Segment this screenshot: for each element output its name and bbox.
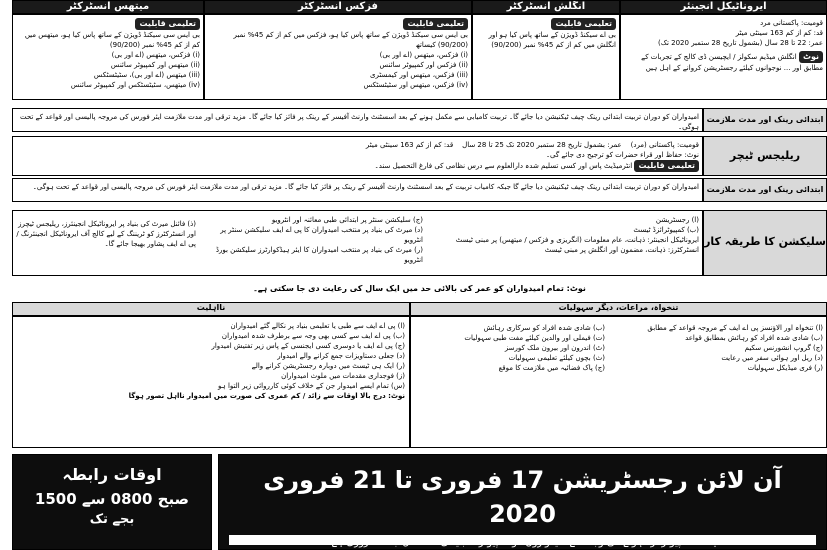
selection-step: ایروناٹیکل انجینئر: ذہانت، عام معلومات (انگریزی و فزکس / میتھس) پر مبنی ٹیسٹ	[455, 236, 699, 244]
benefit-item: (د) ریل اور ہوائی سفر میں رعایت	[721, 354, 823, 362]
selection-step: (ذ) فائنل میرٹ کی بنیاد پر ایروناٹیکل انجینئرز، ریلیجس ٹیچرز اور انسٹرکٹرز کو ٹریننگ کے لیے کالج آف ایروناٹیکل انجینئرنگ / پی اے ایف پشاور بھیجا جائے گا۔	[16, 220, 196, 248]
ineligible-item: (ب) پی اے ایف سے کسی بھی وجہ سے برطرف شدہ امیدواران	[221, 332, 405, 340]
rel-note-label: نوٹ:	[684, 151, 699, 159]
age-value: 22 تا 28 سال (بشمول تاریخ 28 ستمبر 2020 تک)	[657, 39, 807, 47]
benefit-item: (ب) شادی شدہ افراد کو رہائش بمطابق قواعد	[685, 334, 823, 342]
math-column	[12, 14, 204, 100]
ineligible-item: (س) تمام ایسے امیدوار جن کے خلاف کوئی کارروائی زیر التوا ہو	[218, 382, 405, 390]
selection-step: (د) میرٹ کی بنیاد پر منتخب امیدواران کا پی اے ایف سلیکشن سنٹر پر انٹرویو	[220, 226, 423, 244]
benefit-item: (ج) پاک فضائیہ میں ملازمت کا موقع	[498, 364, 605, 372]
height-label: قد:	[813, 29, 823, 37]
selection-mid	[203, 215, 423, 273]
physics-option: (iv) فزکس، میتھس اور سٹیٹسٹکس	[363, 81, 468, 89]
benefits-left	[415, 323, 605, 443]
aero-note-badge: نوٹ	[799, 51, 823, 63]
physics-column	[204, 14, 472, 100]
religious-rank-text	[12, 178, 703, 202]
rel-note: حفاظ اور قراء حضرات کو ترجیح دی جائے گی۔	[545, 151, 683, 159]
ineligible-footnote: نوٹ: درج بالا اوقات سے زائد / کم عمری کی صورت میں امیدوار نااہل تصور ہوگا	[128, 392, 405, 400]
ineligible-item: (ز) فوجداری مقدمات میں ملوث امیدواران	[281, 372, 405, 380]
physics-title: فزکس انسٹرکٹر	[298, 1, 378, 12]
math-qualification: بی ایس سی سیکنڈ ڈویژن کے ساتھ پاس کیا ہو، میتھس میں کم از کم 45% نمبر (90/200)	[24, 31, 200, 49]
english-qualification: بی اے سیکنڈ ڈویژن کے ساتھ پاس کیا ہو اور انگلش میں کم از کم 45% نمبر (90/200)	[488, 31, 616, 49]
benefits-right	[611, 323, 823, 443]
rel-height: کم از کم 163 سینٹی میٹر	[365, 141, 442, 149]
initial-rank-text	[12, 108, 703, 132]
religious-title: ریلیجس ٹیچر	[729, 149, 801, 162]
rel-nationality-label: قومیت:	[676, 141, 699, 149]
math-title: میتھس انسٹرکٹر	[66, 1, 150, 12]
benefit-item: (ت) فیملی اور والدین کیلئے مفت طبی سہولیات	[464, 334, 605, 342]
rel-nationality: پاکستانی (مرد)	[630, 141, 675, 149]
contact-box	[12, 454, 212, 550]
religious-rank-body: امیدواران کو دوران تربیت ابتدائی رینک چیف ٹیکنیشن دیا جائے گا جبکہ کامیاب تربیت کے بعد اسسٹنٹ وارنٹ آفیسر کے رینک پر فائز کیا جائے گا۔ مزید ترقی اور مدت ملازمت ایئر فورس کی مروجہ پالیسی اور قواعد کے تحت ہوگی۔	[32, 183, 699, 191]
benefit-item: (ٹ) اندرون اور بیرون ملک کورسز	[504, 344, 605, 352]
selection-body	[12, 210, 703, 276]
physics-qualification: بی ایس سی سیکنڈ ڈویژن کے ساتھ پاس کیا ہو، فزکس میں کم از کم 45% نمبر (90/200) کیساتھ	[233, 31, 468, 49]
religious-title-cell	[703, 136, 827, 176]
aero-column	[620, 14, 827, 100]
ineligible-item: (ج) پی اے ایف یا دوسری کسی ایجنسی کے پاس زیر تفتیش امیدوار	[211, 342, 405, 350]
benefits-title: تنخواہ، مراعات، دیگر سہولیات	[558, 303, 679, 312]
rel-height-label: قد:	[443, 141, 454, 149]
registration-box	[218, 454, 827, 550]
selection-left	[16, 219, 196, 273]
physics-header	[204, 0, 472, 14]
english-title: انگلش انسٹرکٹر	[506, 1, 586, 12]
english-column	[472, 14, 620, 100]
selection-step: (ج) سلیکشن سنٹر پر ابتدائی طبی معائنہ اور انٹرویو	[271, 216, 423, 224]
english-header	[472, 0, 620, 14]
aero-header	[620, 0, 827, 14]
age-relaxation-text: نوٹ: تمام امیدواران کو عمر کی بالائی حد میں ایک سال کی رعایت دی جا سکتی ہے۔	[253, 284, 586, 293]
benefit-item: (ر) فری میڈیکل سہولیات	[747, 364, 823, 372]
age-label: عمر:	[808, 39, 823, 47]
rel-qualification: انٹرمیڈیٹ پاس اور کسی تسلیم شدہ دارالعلوم سے درس نظامی کی فارغ التحصیل سند۔	[374, 162, 633, 170]
registration-strip	[229, 535, 816, 545]
math-header	[12, 0, 204, 14]
selection-step: انسٹرکٹرز: ذہانت، مضمون اور انگلش پر مبنی ٹیسٹ	[544, 246, 699, 254]
religious-rank-label-text: ابتدائی رینک اور مدت ملازمت	[706, 185, 824, 194]
benefit-item: (ا) تنخواہ اور الاؤنسز پی اے ایف کے مروجہ قواعد کے مطابق	[647, 324, 823, 332]
registration-title: آن لائن رجسٹریشن 17 فروری تا 21 فروری 2020	[263, 466, 782, 528]
ineligible-list	[12, 316, 410, 448]
selection-step: (ا) رجسٹریشن	[655, 216, 699, 224]
initial-rank-label-text: ابتدائی رینک اور مدت ملازمت	[706, 115, 824, 124]
initial-rank-body: امیدواران کو دوران تربیت ابتدائی رینک چیف ٹیکنیشن دیا جائے گا۔ تربیت کامیابی سے مکمل ہونے کے بعد اسسٹنٹ وارنٹ آفیسر کے رینک پر فائز کیا جائے گا۔ مزید ترقی اور مدت ملازمت ایئر فورس کی مروجہ پالیسی اور قواعد کے تحت ہوگی۔	[19, 113, 699, 131]
religious-rank-label	[703, 178, 827, 202]
nationality-label: قومیت:	[800, 19, 823, 27]
benefit-item: (ب) شادی شدہ افراد کو سرکاری رہائش	[483, 324, 605, 332]
nationality-value: پاکستانی مرد	[760, 19, 799, 27]
ineligible-title: نااہلیت	[196, 303, 226, 312]
ineligible-item: (ر) ایک ہی ٹیسٹ میں دوبارہ رجسٹریشن کرانے والے	[251, 362, 405, 370]
contact-hours: صبح 0800 سے 1500	[34, 490, 190, 508]
age-relaxation-note	[12, 284, 827, 298]
height-value: کم از کم 163 سینٹی میٹر	[735, 29, 812, 37]
benefit-item: (ث) بچوں کیلئے تعلیمی سہولیات	[508, 354, 605, 362]
selection-right	[433, 215, 699, 273]
benefits-list	[410, 316, 827, 448]
rel-qual-badge: تعلیمی قابلیت	[634, 160, 699, 172]
selection-label: سلیکشن کا طریقہ کار	[704, 235, 826, 248]
aero-note: انگلش میڈیم سکولز / ایچیسن ڈی کالج کے تجربات کے مطابق اور ... نوجوانوں کیلئے رجسٹریشن کروانے کے اہل ہیں	[641, 53, 823, 72]
selection-step: (ب) کمپیوٹرائزڈ ٹیسٹ	[633, 226, 699, 234]
ineligible-header	[12, 302, 410, 316]
rel-age-label: عمر:	[607, 141, 622, 149]
benefit-item: (ج) گروپ انشورنس سکیم	[744, 344, 823, 352]
selection-step: (ر) میرٹ کی بنیاد پر منتخب امیدواران کا ایئر ہیڈکوارٹرز سلیکشن بورڈ انٹرویو	[215, 246, 423, 264]
contact-days: بجے تک	[89, 512, 135, 527]
initial-rank-label	[703, 108, 827, 132]
math-option: (iii) میتھس (اے اور بی)، سٹیٹسٹکس	[93, 71, 200, 79]
math-option: (iv) میتھس، سٹیٹسٹکس اور کمپیوٹر سائنس	[70, 81, 200, 89]
physics-option: (i) فزکس، میتھس (اے اور بی)	[379, 51, 468, 59]
selection-label-cell	[703, 210, 827, 276]
physics-option: (iii) فزکس، میتھس اور کیمسٹری	[370, 71, 468, 79]
physics-option: (ii) فزکس اور کمپیوٹر سائنس	[379, 61, 468, 69]
math-option: (ii) میتھس اور کمپیوٹر سائنس	[110, 61, 200, 69]
ineligible-item: (د) جعلی دستاویزات جمع کرانے والے امیدوار	[277, 352, 405, 360]
contact-title: اوقات رابطہ	[62, 465, 162, 484]
benefits-header	[410, 302, 827, 316]
math-qual-badge: تعلیمی قابلیت	[135, 18, 200, 30]
religious-info	[12, 136, 703, 176]
math-option: (i) فزکس، میتھس (اے اور بی)	[111, 51, 200, 59]
physics-qual-badge: تعلیمی قابلیت	[403, 18, 468, 30]
ineligible-item: (ا) پی اے ایف سے طبی یا تعلیمی بنیاد پر نکالے گئے امیدواران	[230, 322, 405, 330]
aero-title: ایروناٹیکل انجینئر	[680, 1, 767, 12]
rel-age: بشمول تاریخ 28 ستمبر 2020 تک 25 تا 28 سال	[462, 141, 605, 149]
english-qual-badge: تعلیمی قابلیت	[551, 18, 616, 30]
